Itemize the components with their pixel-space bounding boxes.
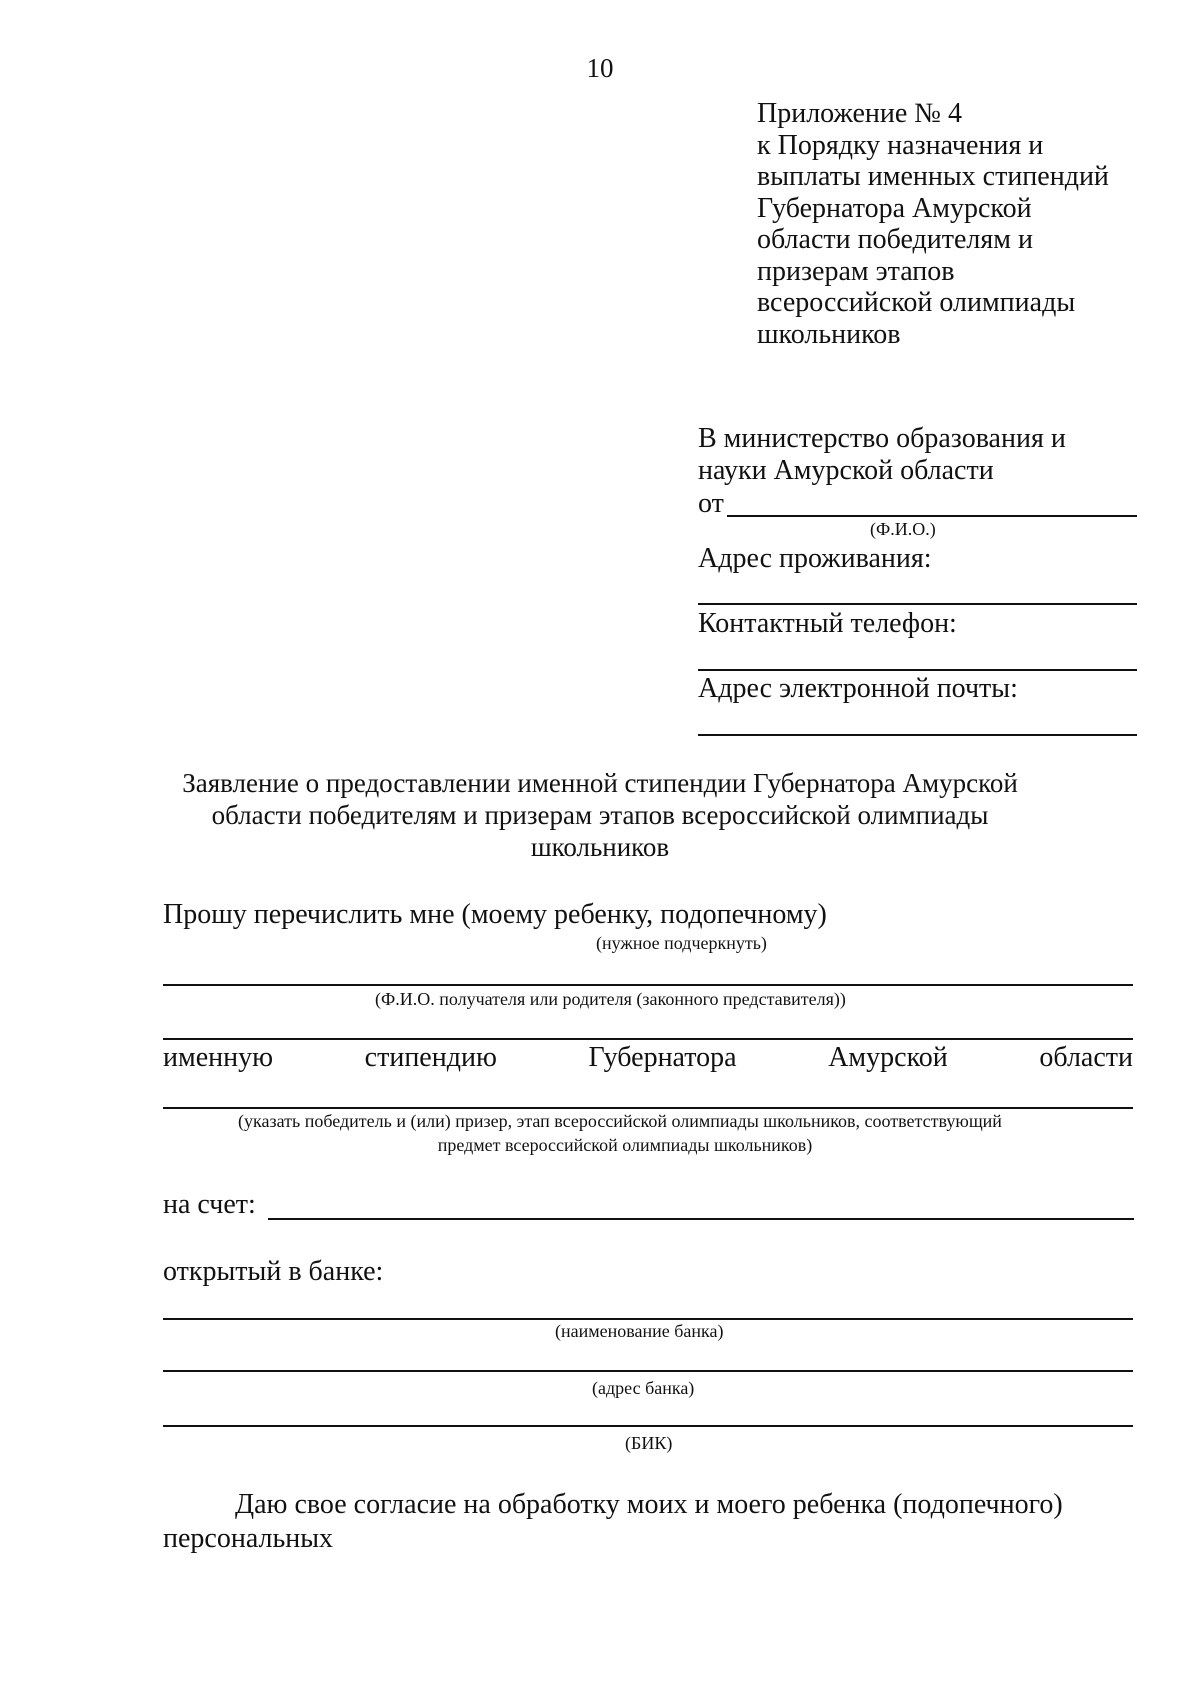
appendix-block [757,98,1109,350]
scholarship-word: Амурской [828,1042,948,1073]
email-label: Адрес электронной почты: [698,673,1018,704]
consent-line-2: персональных [163,1523,334,1554]
request-text: Прошу перечислить мне (моему ребенку, подопечному) [163,899,827,930]
recipient-field-line-2[interactable] [163,1038,1133,1040]
appendix-line: к Порядку назначения и [757,129,1044,161]
appendix-line: Приложение № 4 [757,98,962,129]
address-label: Адрес проживания: [698,543,932,574]
bank-label: открытый в банке: [163,1256,384,1287]
bik-caption: (БИК) [625,1433,673,1453]
title-line: Заявление о предоставлении именной стипендии Губернатора Амурской [182,768,1018,798]
appendix-line: всероссийской олимпиады [757,287,1076,318]
account-field-line[interactable] [268,1218,1134,1220]
recipient-caption: (Ф.И.О. получателя или родителя (законного представителя)) [375,989,846,1009]
scholarship-word: Губернатора [588,1042,737,1073]
addressee-line-2: науки Амурской области [698,455,994,486]
olympiad-caption-1: (указать победитель и (или) призер, этап всероссийской олимпиады школьников, соответствующий [238,1111,1002,1131]
page-number: 10 [586,53,614,83]
appendix-line: выплаты именных стипендий [757,161,1109,192]
olympiad-caption-2: предмет всероссийской олимпиады школьников) [437,1135,813,1155]
appendix-line: школьников [757,318,901,350]
title-line: школьников [530,832,670,862]
addressee-line-1: В министерство образования и [698,423,1066,454]
email-field-line[interactable] [698,734,1137,736]
bank-address-field-line[interactable] [163,1370,1133,1372]
document-title [0,767,1200,863]
underline-hint: (нужное подчеркнуть) [596,933,767,953]
consent-line-1: Даю свое согласие на обработку моих и моего ребенка (подопечного) [235,1489,1063,1520]
scholarship-word: области [1039,1042,1133,1073]
fio-caption: (Ф.И.О.) [870,519,936,539]
scholarship-line [163,1042,1133,1074]
bik-field-line[interactable] [163,1425,1133,1427]
account-label: на счет: [163,1189,256,1220]
appendix-line: области победителям и [757,224,1033,255]
phone-label: Контактный телефон: [698,608,957,639]
bank-name-caption: (наименование банка) [555,1321,724,1341]
title-line: области победителям и призерам этапов всероссийской олимпиады [211,800,989,830]
appendix-line: призерам этапов [757,255,955,287]
fio-field-line[interactable] [727,515,1137,517]
scholarship-word: именную [163,1042,274,1073]
recipient-field-line[interactable] [163,984,1133,986]
phone-field-line[interactable] [698,669,1137,671]
olympiad-field-line[interactable] [163,1107,1133,1109]
bank-address-caption: (адрес банка) [592,1378,695,1398]
scholarship-word: стипендию [364,1042,497,1073]
appendix-line: Губернатора Амурской [757,192,1032,224]
from-label: от [698,488,724,519]
address-field-line[interactable] [698,603,1137,605]
